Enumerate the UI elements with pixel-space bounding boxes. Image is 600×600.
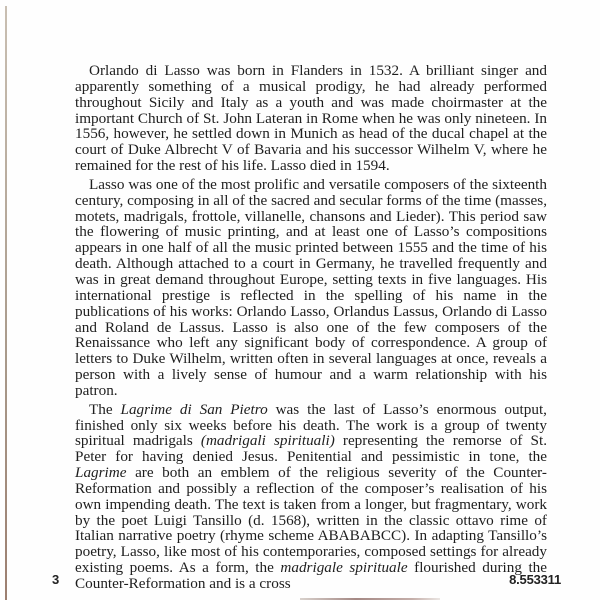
text-run: Orlando di Lasso was born in Flanders in 1532. A brilliant singer and apparently something of a musical prodigy, he had already performed throughout Sicily and Italy as a youth and was made choirmaster at the important Church of St. John Lateran in Rome when he was only nineteen. In 1556, however, he settled down in Munich as head of the ducal chapel at the court of Duke Albrecht V of Bavaria and his successor Wilhelm V, where he remained for the rest of his life. Lasso died in 1594. — [75, 62, 547, 175]
italic-text-run: madrigale spirituale — [280, 559, 408, 577]
text-run: Lasso was one of the most prolific and versatile composers of the sixteenth century, composing in all of the sacred and secular forms of the time (masses, motets, madrigals, frottole, villanelle, chansons and Lieder). This period saw the flowering of music printing, and at least one of Lasso’s compositions appears in one half of all the music printed between 1555 and the time of his death. Although attached to a court in Germany, he travelled frequently and was in great demand throughout Europe, setting texts in five languages. His international prestige is reflected in the spelling of his name in the publications of his works: Orlando Lasso, Orlandus Lassus, Orlando di Lasso and Roland de Lassus. Lasso is also one of the few composers of the Renaissance who left any significant body of correspondence. A group of letters to Duke Wilhelm, written often in several languages at once, reveals a person with a lively sense of humour and a warm relationship with his patron. — [75, 175, 547, 399]
paragraph-biography — [75, 63, 547, 174]
text-run: are both an emblem of the religious severity of the Counter-Reformation and possibly a reflection of the composer’s realisation of his own impending death. The text is taken from a longer, but fragmentary, work by the poet Luigi Tansillo (d. 1568), written in the classic ottavo rime of Italian narrative poetry (rhyme scheme ABABABCC). In adapting Tansillo’s poetry, Lasso, like most of his contemporaries, composed settings for already existing poems. As a form, the — [75, 464, 547, 577]
italic-text-run: Lagrime di San Pietro — [120, 400, 268, 418]
catalog-number: 8.553311 — [509, 572, 561, 587]
paragraph-career — [75, 177, 547, 399]
paragraph-lagrime — [75, 402, 547, 592]
text-run: representing the remorse of St. Peter for having denied Jesus. Penitential and pessimistic in tone, the — [75, 432, 547, 466]
text-run: flourished during the Counter-Reformation and is a cross — [75, 559, 547, 592]
body-text — [75, 63, 547, 595]
text-run: The — [89, 400, 121, 418]
text-run: was the last of Lasso’s enormous output, finished only six weeks before his death. The work is a group of twenty spiritual madrigals — [75, 400, 547, 450]
page-number: 3 — [52, 572, 60, 587]
italic-text-run: (madrigali spirituali) — [200, 432, 335, 450]
page-left-edge — [5, 6, 7, 600]
italic-text-run: Lagrime — [75, 464, 127, 482]
